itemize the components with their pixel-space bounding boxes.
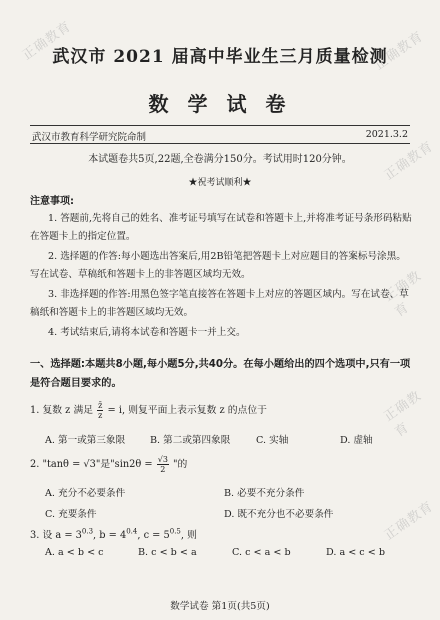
q2-option-c: C. 充要条件 — [45, 509, 97, 520]
q3-option-a: A. a < b < c — [45, 547, 104, 558]
q3-a: 3. 设 a = 3 — [30, 530, 82, 541]
q2-stem-pre: 2. "tanθ = √3"是"sin2θ = — [30, 459, 153, 470]
header-rule-top — [30, 125, 410, 126]
q1-option-c: C. 实轴 — [256, 435, 289, 446]
q3-option-d: D. a < c < b — [326, 547, 385, 558]
secret-mark: ★祝考试顺利★ — [188, 178, 252, 188]
watermark: 正确教育 — [19, 18, 75, 64]
q2-fraction — [157, 455, 169, 474]
q2-frac-den: 2 — [160, 465, 166, 474]
page-footer: 数学试卷 第1页(共5页) — [170, 601, 270, 612]
header-rule-bottom — [30, 143, 410, 144]
section-heading: 一、选择题:本题共8小题,每小题5分,共40分。在每小题给出的四个选项中,只有一项是符合题目要求的。 — [30, 359, 411, 389]
q1-stem-post: = i, 则复平面上表示复数 z 的点位于 — [107, 405, 267, 416]
q3-option-c: C. c < a < b — [232, 547, 291, 558]
q2-option-a: A. 充分不必要条件 — [45, 488, 126, 499]
watermark: 正确教育 — [371, 28, 427, 74]
exam-subtitle: 数 学 试 卷 — [148, 92, 292, 116]
note-item: 4. 考试结束后,请将本试卷和答题卡一并上交。 — [48, 327, 246, 338]
watermark: 正确教育 — [381, 498, 437, 544]
question-2 — [30, 455, 414, 474]
watermark: 正确教育 — [381, 138, 437, 184]
note-item: 2. 选择题的作答:每小题选出答案后,用2B铅笔把答题卡上对应题目的答案标号涂黑。写在试卷、草稿纸和答题卡上的非答题区域均无效。 — [30, 251, 406, 280]
q3-c: , c = 5 — [137, 530, 170, 541]
question-1 — [30, 401, 414, 420]
q1-option-a: A. 第一或第三象限 — [45, 435, 126, 446]
q2-stem-post: "的 — [173, 459, 188, 470]
notes-heading: 注意事项: — [30, 196, 74, 207]
q3-b: , b = 4 — [93, 530, 127, 541]
q2-option-d: D. 既不充分也不必要条件 — [224, 509, 334, 520]
q1-frac-num: z̄ — [98, 401, 103, 410]
exam-date: 2021.3.2 — [365, 129, 408, 140]
watermark: 正确教育 — [381, 388, 425, 441]
exam-title: 武汉市 2021 届高中毕业生三月质量检测 — [52, 47, 388, 67]
q2-option-b: B. 必要不充分条件 — [224, 488, 305, 499]
q3-b-exp: 0.4 — [126, 527, 138, 536]
q1-stem-pre: 1. 复数 z 满足 — [30, 405, 94, 416]
q3-c-exp: 0.5 — [169, 527, 181, 536]
q3-post: , 则 — [180, 530, 197, 541]
q1-fraction — [97, 401, 103, 420]
q2-frac-num: √3 — [157, 455, 168, 464]
q1-frac-den: z — [98, 411, 103, 420]
issuer: 武汉市教育科学研究院命制 — [32, 132, 147, 143]
question-3 — [30, 527, 414, 541]
watermark: 正确教育 — [381, 268, 425, 321]
q1-option-d: D. 虚轴 — [340, 435, 373, 446]
note-item: 3. 非选择题的作答:用黑色签字笔直接答在答题卡上对应的答题区域内。写在试卷、草稿纸和答题卡上的非答题区域均无效。 — [30, 289, 409, 318]
note-item: 1. 答题前,先将自己的姓名、准考证号填写在试卷和答题卡上,并将准考证号条形码粘贴在答题卡上的指定位置。 — [30, 213, 412, 242]
q3-option-b: B. c < b < a — [138, 547, 197, 558]
q1-option-b: B. 第二或第四象限 — [150, 435, 231, 446]
q3-a-exp: 0.3 — [81, 527, 94, 536]
intro-text: 本试题卷共5页,22题,全卷满分150分。考试用时120分钟。 — [88, 154, 352, 165]
